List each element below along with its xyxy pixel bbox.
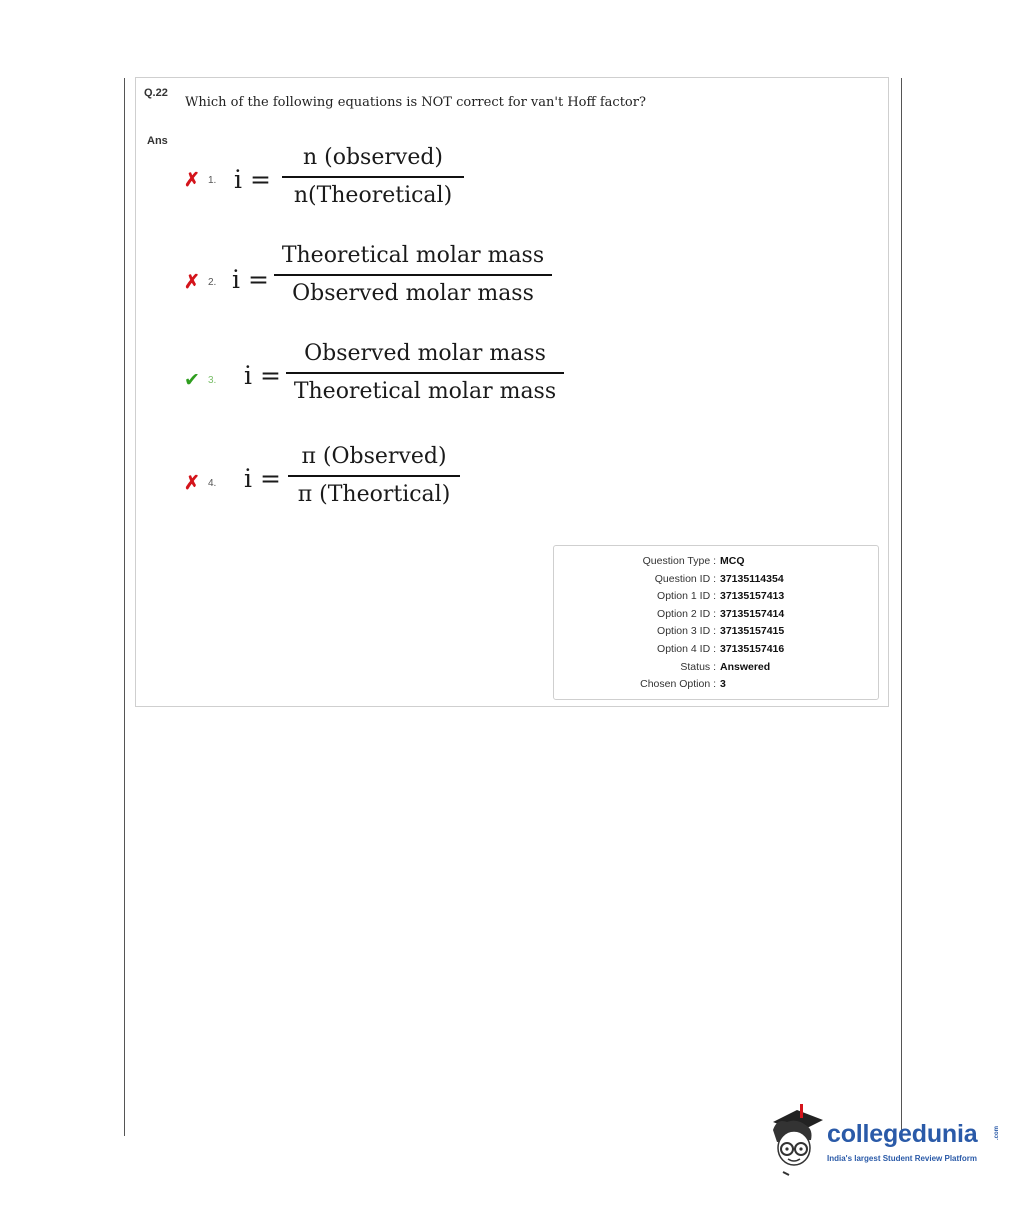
option-number: 1. xyxy=(208,175,217,186)
info-value: Answered xyxy=(720,661,771,673)
info-value: 37135157414 xyxy=(720,608,785,620)
option-number: 2. xyxy=(208,277,217,288)
info-label: Chosen Option : xyxy=(640,678,716,690)
info-label: Question ID : xyxy=(654,573,716,585)
wrong-mark-icon: ✗ xyxy=(184,170,200,191)
fraction-bar xyxy=(274,274,552,276)
info-label: Option 1 ID : xyxy=(657,590,716,602)
brand-suffix: .com xyxy=(994,1125,1001,1141)
info-value: 37135157413 xyxy=(720,590,785,602)
equation-lhs: i = xyxy=(244,361,281,390)
info-value: 37135157415 xyxy=(720,625,785,637)
numerator: n (observed) xyxy=(302,145,443,170)
fraction xyxy=(274,241,552,309)
denominator: Theoretical molar mass xyxy=(293,379,557,404)
wrong-mark-icon: ✗ xyxy=(184,473,200,494)
info-row-option-3-id xyxy=(554,623,878,640)
fraction-bar xyxy=(288,475,460,477)
denominator: n(Theoretical) xyxy=(293,183,453,208)
question-number: Q.22 xyxy=(144,87,168,99)
info-label: Option 2 ID : xyxy=(657,608,716,620)
info-label: Option 4 ID : xyxy=(657,643,716,655)
question-info-panel xyxy=(553,545,879,700)
answer-label: Ans xyxy=(147,135,168,147)
info-value: 37135114354 xyxy=(720,573,784,585)
equation-lhs: i = xyxy=(234,165,271,194)
info-value: 3 xyxy=(720,678,726,690)
numerator: Observed molar mass xyxy=(304,341,546,366)
numerator: Theoretical molar mass xyxy=(281,243,545,268)
info-row-question-type xyxy=(554,553,878,570)
info-label: Status : xyxy=(680,661,716,673)
fraction-bar xyxy=(286,372,564,374)
info-row-status xyxy=(554,659,878,676)
info-label: Question Type : xyxy=(642,555,716,567)
right-margin-rule xyxy=(901,78,902,1140)
fraction xyxy=(286,339,564,407)
equation-lhs: i = xyxy=(244,464,281,493)
question-text: Which of the following equations is NOT correct for van't Hoff factor? xyxy=(185,95,646,110)
info-value: MCQ xyxy=(720,555,745,567)
wrong-mark-icon: ✗ xyxy=(184,272,200,293)
fraction xyxy=(288,442,460,510)
denominator: π (Theortical) xyxy=(297,482,451,507)
equation-lhs: i = xyxy=(232,265,269,294)
info-value: 37135157416 xyxy=(720,643,785,655)
collegedunia-logo xyxy=(767,1100,1007,1178)
option-number: 3. xyxy=(208,375,217,386)
option-number: 4. xyxy=(208,478,217,489)
mascot-icon xyxy=(767,1100,827,1178)
info-row-question-id xyxy=(554,571,878,588)
fraction xyxy=(282,143,464,211)
question-panel xyxy=(135,77,889,707)
brand-tagline: India's largest Student Review Platform xyxy=(827,1154,977,1163)
info-row-option-2-id xyxy=(554,606,878,623)
left-margin-rule xyxy=(124,78,125,1136)
fraction-bar xyxy=(282,176,464,178)
info-row-option-1-id xyxy=(554,588,878,605)
brand-name: collegedunia xyxy=(827,1120,978,1148)
info-row-option-4-id xyxy=(554,641,878,658)
info-row-chosen-option xyxy=(554,676,878,693)
denominator: Observed molar mass xyxy=(292,281,534,306)
info-label: Option 3 ID : xyxy=(657,625,716,637)
check-mark-icon: ✔ xyxy=(184,370,200,391)
numerator: π (Observed) xyxy=(301,444,447,469)
